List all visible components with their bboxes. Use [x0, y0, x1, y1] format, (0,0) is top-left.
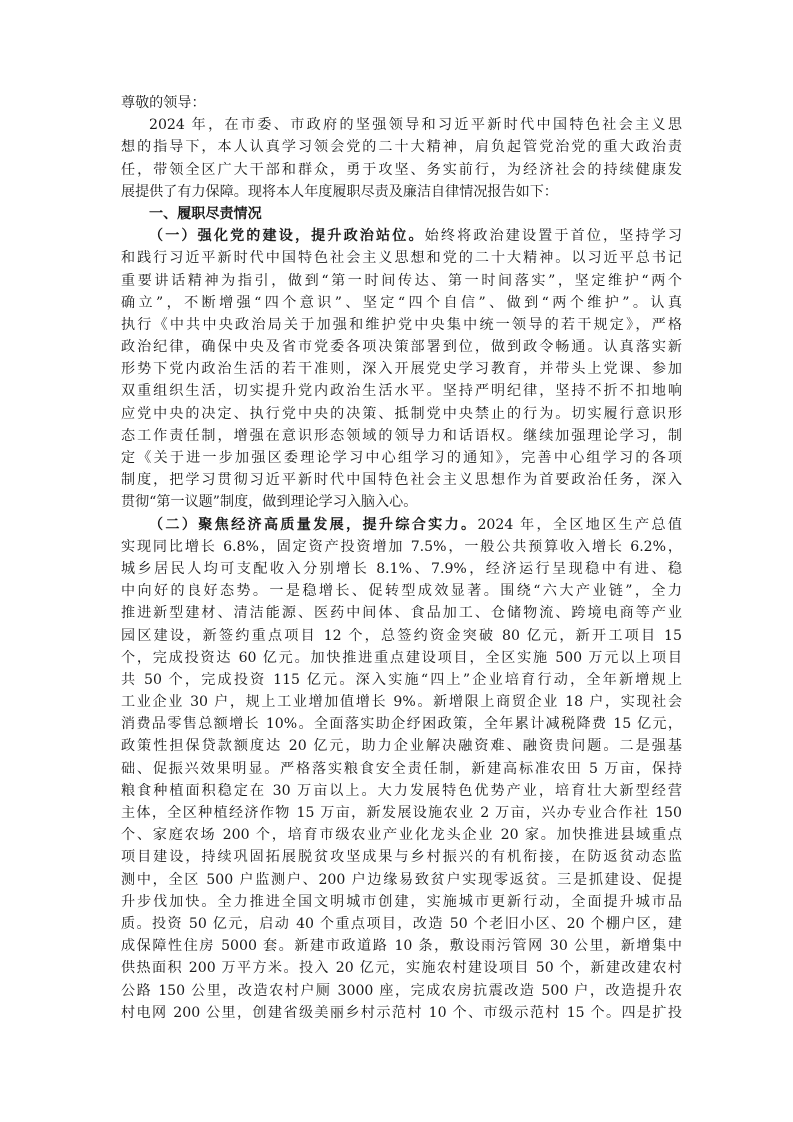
paragraph-line: 中向好的良好态势。一是稳增长、促转型成效显著。围绕“六大产业链”，全力 — [121, 583, 682, 600]
paragraph-line: 确立”，不断增强“四个意识”、坚定“四个自信”、做到“两个维护”。认真 — [121, 294, 682, 311]
subsection-text: 2024 年，全区地区生产总值 — [477, 516, 682, 533]
paragraph-line: 消费品零售总额增长 10%。全面落实助企纾困政策，全年累计减税降费 15 亿元， — [121, 716, 682, 733]
subsection-text: 始终将政治建设置于首位，坚持学习 — [424, 228, 683, 245]
paragraph-line: 政治纪律，确保中央及省市党委各项决策部署到位，做到政令畅通。认真落实新 — [121, 339, 682, 356]
paragraph-line: 推进新型建材、清洁能源、医药中间体、食品加工、仓储物流、跨境电商等产业 — [121, 605, 682, 622]
paragraph-line: 定《关于进一步加强区委理论学习中心组学习的通知》，完善中心组学习的各项 — [121, 450, 682, 466]
paragraph-line: 实现同比增长 6.8%，固定资产投资增加 7.5%，一般公共预算收入增长 6.2%， — [121, 538, 682, 555]
paragraph-line: 态工作责任制，增强在意识形态领域的领导力和话语权。继续加强理论学习，制 — [121, 427, 682, 444]
intro-line: 想的指导下，本人认真学习领会党的二十大精神，肩负起管党治党的重大政治责 — [121, 139, 682, 156]
paragraph-line: 村电网 200 公里，创建省级美丽乡村示范村 10 个、市级示范村 15 个。四是扩投 — [121, 1004, 682, 1021]
paragraph-line: 个、家庭农场 200 个，培育市级农业产业化龙头企业 20 家。加快推进县域重点 — [121, 827, 682, 844]
paragraph-line: 项目建设，持续巩固拓展脱贫攻坚成果与乡村振兴的有机衔接，在防返贫动态监 — [121, 849, 682, 866]
paragraph-line: 重要讲话精神为指引，做到“第一时间传达、第一时间落实”，坚定维护“两个 — [121, 272, 682, 289]
paragraph-line: 公路 150 公里，改造农村户厕 3000 座，完成农房抗震改造 500 户，改造提升农 — [121, 982, 682, 999]
subsection-first-line — [121, 514, 682, 536]
paragraph-line: 粮食种植面积稳定在 30 万亩以上。大力发展特色优势产业，培育壮大新型经营 — [121, 782, 682, 799]
paragraph-line: 供热面积 200 万平方米。投入 20 亿元，实施农村建设项目 50 个，新建改建农村 — [121, 960, 682, 977]
subsection-title: （二）聚焦经济高质量发展，提升综合实力。 — [149, 516, 478, 533]
paragraph-line: 测中，全区 500 户监测户、200 户边缘易致贫户实现零返贫。三是抓建设、促提 — [121, 871, 682, 888]
paragraph-line: 工业企业 30 户，规上工业增加值增长 9%。新增限上商贸企业 18 户，实现社会 — [121, 694, 682, 711]
paragraph-line: 础、促振兴效果明显。严格落实粮食安全责任制，新建高标准农田 5 万亩，保持 — [121, 760, 682, 777]
paragraph-line: 制度，把学习贯彻习近平新时代中国特色社会主义思想作为首要政治任务，深入 — [121, 472, 682, 489]
paragraph-line: 城乡居民人均可支配收入分别增长 8.1%、7.9%，经济运行呈现稳中有进、稳 — [121, 560, 682, 577]
paragraph-line: 园区建设，新签约重点项目 12 个，总签约资金突破 80 亿元，新开工项目 15 — [121, 627, 682, 644]
document-page — [121, 92, 682, 1024]
subsection-2 — [121, 514, 682, 1024]
paragraph-line: 应党中央的决定、执行党中央的决策、抵制党中央禁止的行为。切实履行意识形 — [121, 405, 682, 422]
paragraph-line: 和践行习近平新时代中国特色社会主义思想和党的二十大精神。以习近平总书记 — [121, 250, 682, 267]
paragraph-line: 升步伐加快。全力推进全国文明城市创建，实施城市更新行动，全面提升城市品 — [121, 893, 682, 910]
paragraph-line: 贯彻“第一议题”制度，做到理论学习入脑入心。 — [121, 494, 418, 511]
paragraph-line: 主体，全区种植经济作物 15 万亩，新发展设施农业 2 万亩，兴办专业合作社 150 — [121, 805, 682, 821]
paragraph-line: 执行《中共中央政治局关于加强和维护党中央集中统一领导的若干规定》，严格 — [121, 316, 682, 333]
paragraph-line: 政策性担保贷款额度达 20 亿元，助力企业解决融资难、融资贵问题。二是强基 — [121, 738, 682, 755]
paragraph-line: 成保障性住房 5000 套。新建市政道路 10 条，敷设雨污管网 30 公里，新增集中 — [121, 938, 682, 955]
subsection-first-line — [121, 225, 682, 247]
salutation: 尊敬的领导： — [121, 95, 206, 111]
intro-line: 任，带领全区广大干部和群众，勇于攻坚、务实前行，为经济社会的持续健康发 — [121, 161, 682, 178]
paragraph-line: 双重组织生活，切实提升党内政治生活水平。坚持严明纪律，坚持不折不扣地响 — [121, 383, 682, 400]
paragraph-line: 形势下党内政治生活的若干准则，深入开展党史学习教育，并带头上党课、参加 — [121, 361, 682, 378]
intro-paragraph — [121, 114, 682, 203]
paragraph-line: 共 50 个，完成投资 115 亿元。深入实施“四上”企业培育行动，全年新增规上 — [121, 671, 682, 688]
intro-line: 2024 年，在市委、市政府的坚强领导和习近平新时代中国特色社会主义思 — [149, 117, 682, 134]
subsection-title: （一）强化党的建设，提升政治站位。 — [149, 228, 425, 245]
intro-line: 展提供了有力保障。现将本人年度履职尽责及廉洁自律情况报告如下： — [121, 183, 558, 200]
paragraph-line: 个，完成投资达 60 亿元。加快推进重点建设项目，全区实施 500 万元以上项目 — [121, 649, 682, 666]
section-heading: 一、履职尽责情况 — [149, 205, 262, 222]
paragraph-line: 质。投资 50 亿元，启动 40 个重点项目，改造 50 个老旧小区、20 个棚户区，建 — [121, 915, 682, 932]
subsection-1 — [121, 225, 682, 513]
